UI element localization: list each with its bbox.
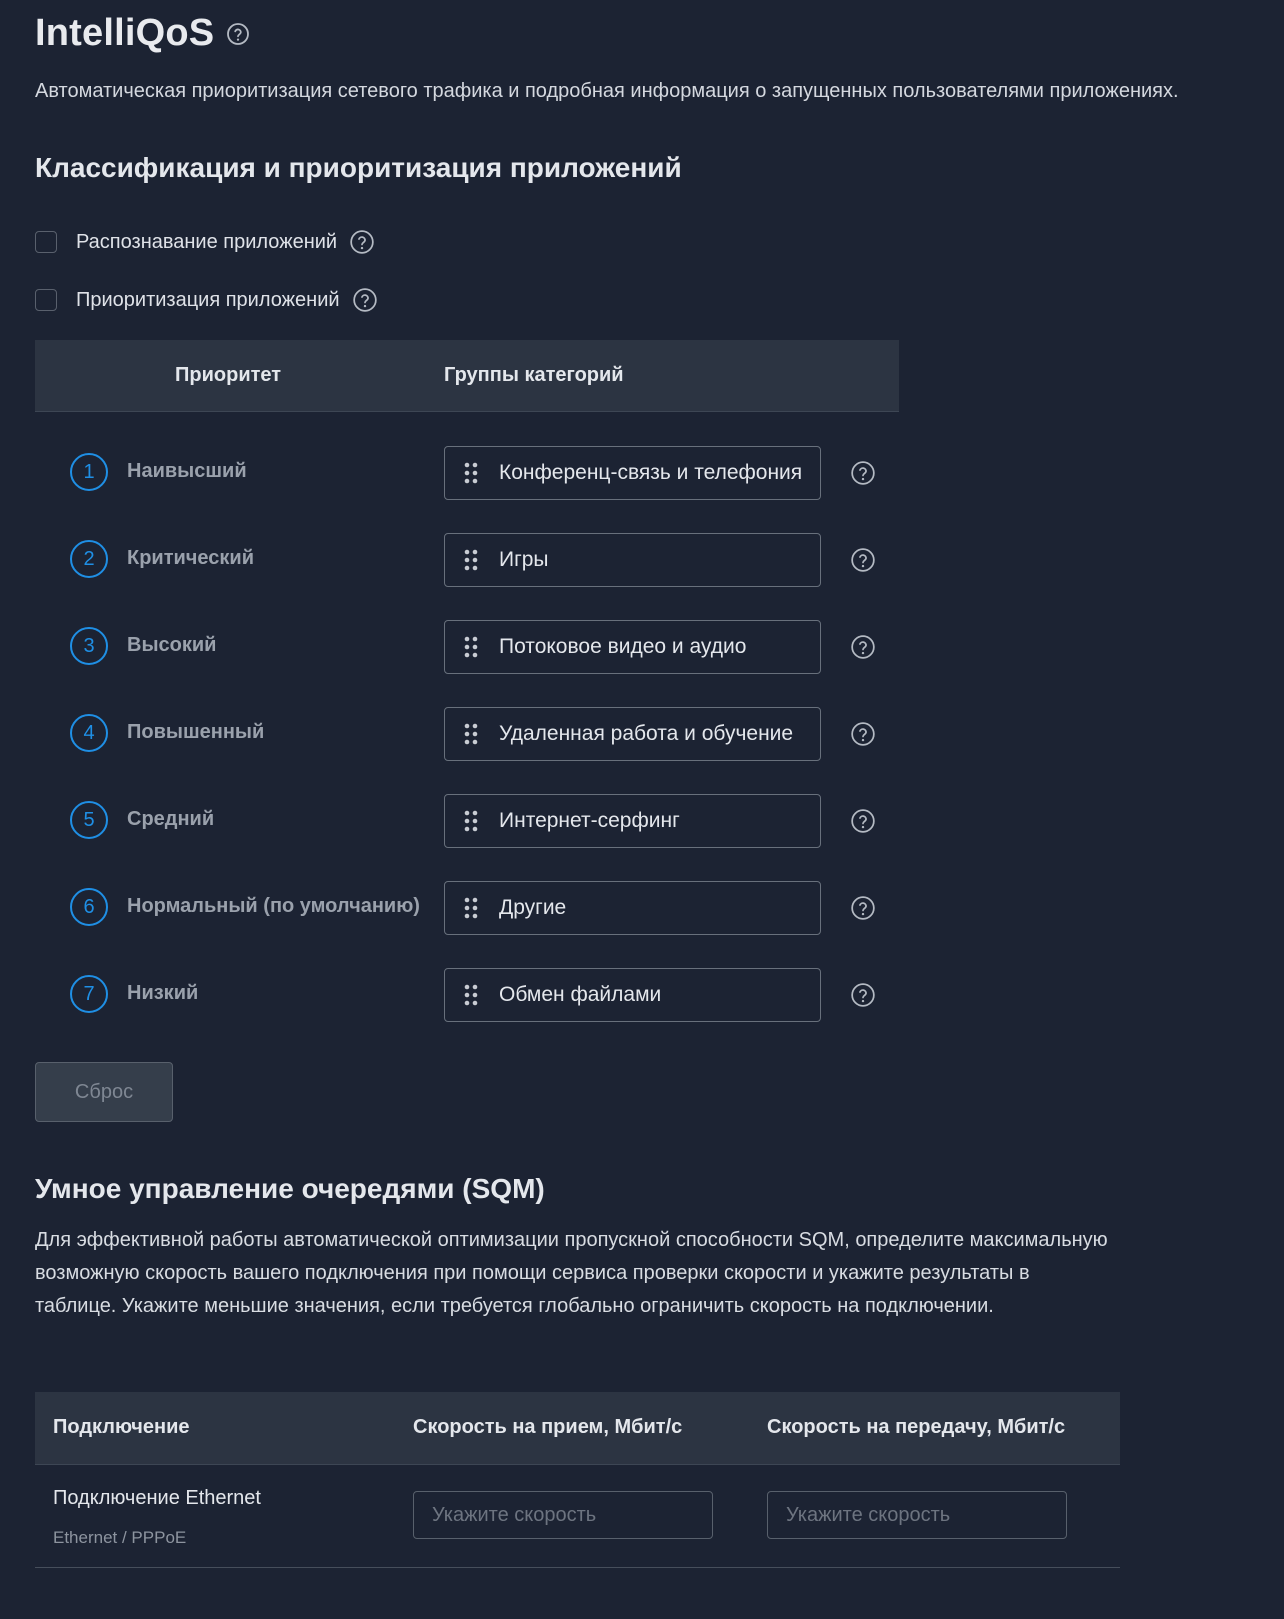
help-icon[interactable] bbox=[850, 721, 876, 747]
drag-handle-icon[interactable] bbox=[463, 461, 479, 485]
category-group-item[interactable] bbox=[444, 968, 821, 1022]
priority-number-badge: 3 bbox=[70, 627, 108, 665]
priority-row bbox=[35, 446, 899, 500]
classification-section-title: Классификация и приоритизация приложений bbox=[35, 152, 682, 183]
download-speed-input[interactable] bbox=[413, 1491, 713, 1539]
priority-row bbox=[35, 620, 899, 674]
help-icon[interactable] bbox=[850, 460, 876, 486]
app-prioritization-label: Приоритизация приложений bbox=[76, 288, 340, 311]
category-group-item[interactable] bbox=[444, 794, 821, 848]
drag-handle-icon[interactable] bbox=[463, 809, 479, 833]
connection-column-header: Подключение bbox=[53, 1416, 190, 1438]
help-icon[interactable] bbox=[850, 547, 876, 573]
upload-column-header: Скорость на передачу, Мбит/с bbox=[767, 1416, 1066, 1438]
priority-row bbox=[35, 707, 899, 761]
page-subtitle: Автоматическая приоритизация сетевого трафика и подробная информация о запущенных пользователями приложениях. bbox=[35, 80, 1179, 102]
upload-speed-input[interactable] bbox=[767, 1491, 1067, 1539]
app-recognition-label: Распознавание приложений bbox=[76, 230, 338, 253]
priority-label: Нормальный (по умолчанию) bbox=[127, 895, 420, 917]
sqm-table-header bbox=[35, 1392, 1120, 1465]
help-icon[interactable] bbox=[349, 229, 375, 255]
priority-number-badge: 1 bbox=[70, 453, 108, 491]
download-column-header: Скорость на прием, Мбит/с bbox=[413, 1416, 683, 1438]
priority-number-badge: 2 bbox=[70, 540, 108, 578]
app-prioritization-checkbox[interactable] bbox=[35, 289, 57, 311]
priority-row bbox=[35, 533, 899, 587]
help-icon[interactable] bbox=[850, 634, 876, 660]
help-icon[interactable] bbox=[850, 982, 876, 1008]
category-group-label: Интернет-серфинг bbox=[499, 809, 680, 832]
connection-type: Ethernet / PPPoE bbox=[53, 1528, 187, 1547]
priority-label: Повышенный bbox=[127, 721, 265, 743]
priority-label: Наивысший bbox=[127, 460, 247, 482]
category-group-item[interactable] bbox=[444, 620, 821, 674]
category-group-item[interactable] bbox=[444, 533, 821, 587]
app-prioritization-option bbox=[35, 287, 378, 313]
priority-table bbox=[35, 340, 899, 1006]
category-group-item[interactable] bbox=[444, 707, 821, 761]
table-row bbox=[35, 1465, 1120, 1568]
drag-handle-icon[interactable] bbox=[463, 896, 479, 920]
reset-button[interactable]: Сброс bbox=[35, 1062, 173, 1122]
priority-row bbox=[35, 794, 899, 848]
category-groups-column-header: Группы категорий bbox=[444, 364, 624, 386]
priority-number-badge: 4 bbox=[70, 714, 108, 752]
category-group-label: Конференц-связь и телефония bbox=[499, 461, 803, 484]
category-group-label: Удаленная работа и обучение bbox=[499, 722, 794, 745]
priority-label: Критический bbox=[127, 547, 255, 569]
category-group-label: Обмен файлами bbox=[499, 983, 662, 1006]
category-group-label: Игры bbox=[499, 548, 549, 571]
title-row bbox=[35, 12, 250, 55]
priority-label: Высокий bbox=[127, 634, 217, 656]
drag-handle-icon[interactable] bbox=[463, 983, 479, 1007]
page-title: IntelliQoS bbox=[35, 12, 215, 54]
app-recognition-option bbox=[35, 229, 375, 255]
priority-row bbox=[35, 881, 899, 935]
priority-number-badge: 5 bbox=[70, 801, 108, 839]
priority-table-header bbox=[35, 340, 899, 412]
drag-handle-icon[interactable] bbox=[463, 548, 479, 572]
help-icon[interactable] bbox=[850, 808, 876, 834]
connection-name: Подключение Ethernet bbox=[53, 1487, 261, 1509]
priority-number-badge: 6 bbox=[70, 888, 108, 926]
category-group-label: Потоковое видео и аудио bbox=[499, 635, 747, 658]
category-group-item[interactable] bbox=[444, 446, 821, 500]
sqm-section-title: Умное управление очередями (SQM) bbox=[35, 1173, 545, 1204]
app-recognition-checkbox[interactable] bbox=[35, 231, 57, 253]
category-group-item[interactable] bbox=[444, 881, 821, 935]
help-icon[interactable] bbox=[352, 287, 378, 313]
priority-label: Средний bbox=[127, 808, 215, 830]
priority-column-header: Приоритет bbox=[175, 364, 282, 386]
category-group-label: Другие bbox=[499, 896, 567, 919]
priority-row bbox=[35, 968, 899, 1022]
sqm-table bbox=[35, 1392, 1120, 1568]
sqm-description: Для эффективной работы автоматической оптимизации пропускной способности SQM, определите максимальную возможную скорость вашего подключения при помощи сервиса проверки скорости и укажите результаты в таблице. Укажите меньшие значения, если требуется глобально ограничить скорость на подключении. bbox=[35, 1229, 1108, 1317]
drag-handle-icon[interactable] bbox=[463, 722, 479, 746]
help-icon[interactable] bbox=[226, 22, 250, 46]
priority-label: Низкий bbox=[127, 982, 199, 1004]
priority-number-badge: 7 bbox=[70, 975, 108, 1013]
help-icon[interactable] bbox=[850, 895, 876, 921]
drag-handle-icon[interactable] bbox=[463, 635, 479, 659]
